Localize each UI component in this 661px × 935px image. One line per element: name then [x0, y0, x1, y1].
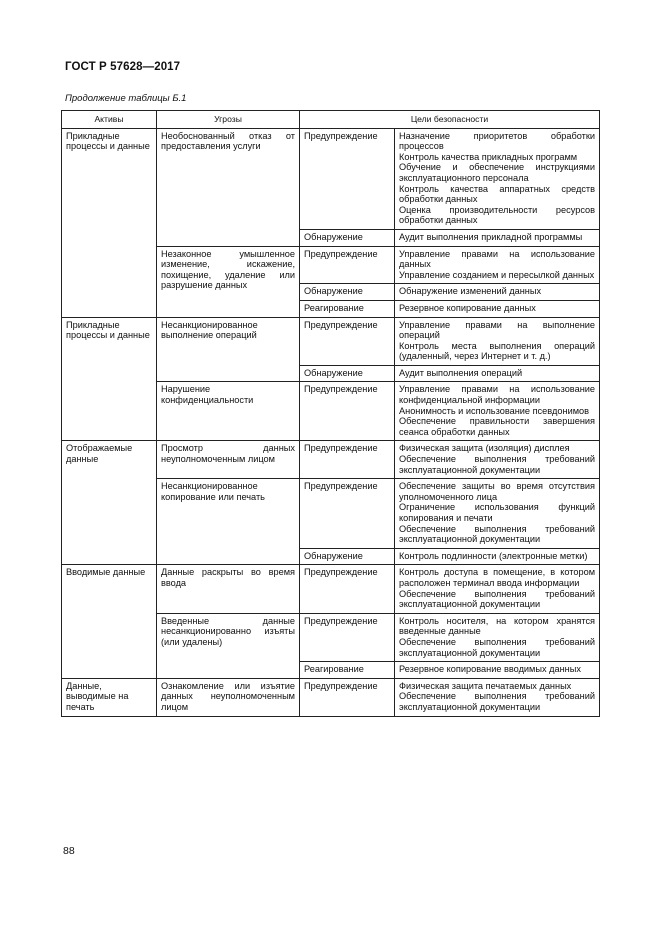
table-row — [62, 317, 600, 365]
security-goals-cell — [395, 365, 600, 382]
security-goal-item: Ограничение использования функций копирования и печати — [399, 502, 596, 523]
threat-cell: Незаконное умышленное изменение, искажение, похищение, удаление или разрушение данных — [157, 246, 300, 317]
security-goal-item: Обеспечение выполнения требований эксплуатационной документации — [399, 636, 596, 658]
measure-type-cell: Предупреждение — [300, 441, 395, 479]
security-goal-item: Аудит выполнения операций — [399, 367, 523, 378]
security-goals-cell — [395, 678, 600, 716]
security-goal-item: Управление созданием и пересылкой данных — [399, 269, 595, 280]
measure-type-cell: Обнаружение — [300, 548, 395, 565]
measure-type-cell: Предупреждение — [300, 678, 395, 716]
threat-cell: Необоснованный отказ от предоставления услуги — [157, 128, 300, 246]
measure-type-cell: Предупреждение — [300, 565, 395, 613]
security-goals-cell — [395, 284, 600, 301]
security-goal-item: Управление правами на выполнение операций — [399, 319, 596, 341]
security-goal-item: Физическая защита печатаемых данных — [399, 680, 572, 691]
security-goal-item: Обеспечение правильности завершения сеанса обработки данных — [399, 416, 596, 437]
asset-cell: Прикладные процессы и данные — [62, 317, 157, 441]
threat-cell: Несанкционированное копирование или печать — [157, 479, 300, 565]
security-goals-cell — [395, 613, 600, 661]
table-caption: Продолжение таблицы Б.1 — [65, 93, 187, 104]
security-goal-item: Контроль качества аппаратных средств обработки данных — [399, 183, 596, 205]
table-row — [62, 565, 600, 613]
asset-cell: Прикладные процессы и данные — [62, 128, 157, 317]
security-goals-cell — [395, 548, 600, 565]
security-goal-item: Обеспечение выполнения требований эксплуатационной документации — [399, 691, 596, 712]
threat-cell: Нарушение конфиденциальности — [157, 382, 300, 441]
security-goal-item: Аудит выполнения прикладной программы — [399, 231, 583, 242]
security-goals-cell — [395, 317, 600, 365]
measure-type-cell: Реагирование — [300, 300, 395, 317]
threat-cell: Просмотр данных неуполномоченным лицом — [157, 441, 300, 479]
asset-cell: Вводимые данные — [62, 565, 157, 678]
asset-cell: Данные, выводимые на печать — [62, 678, 157, 716]
security-goal-item: Физическая защита (изоляция) дисплея — [399, 443, 570, 454]
column-header-goals: Цели безопасности — [300, 111, 600, 129]
security-goal-item: Обеспечение выполнения требований эксплуатационной документации — [399, 523, 596, 545]
security-goal-item: Контроль качества прикладных программ — [399, 151, 578, 162]
security-goals-cell — [395, 246, 600, 284]
measure-type-cell: Обнаружение — [300, 284, 395, 301]
security-goals-cell — [395, 300, 600, 317]
table-header-row — [62, 111, 600, 129]
measure-type-cell: Обнаружение — [300, 229, 395, 246]
measure-type-cell: Предупреждение — [300, 128, 395, 229]
security-goal-item: Анонимность и использование псевдонимов — [399, 405, 590, 416]
measure-type-cell: Предупреждение — [300, 382, 395, 441]
threat-cell: Несанкционированное выполнение операций — [157, 317, 300, 382]
measure-type-cell: Предупреждение — [300, 613, 395, 661]
table-row — [62, 441, 600, 479]
security-goal-item: Обучение и обеспечение инструкциями эксплуатационного персонала — [399, 162, 596, 183]
asset-cell: Отображаемые данные — [62, 441, 157, 565]
measure-type-cell: Обнаружение — [300, 365, 395, 382]
security-goal-item: Управление правами на использование конфиденциальной информации — [399, 384, 596, 406]
measure-type-cell: Предупреждение — [300, 479, 395, 549]
table-row — [62, 128, 600, 229]
security-goals-cell — [395, 128, 600, 229]
security-goal-item: Оценка производительности ресурсов обработки данных — [399, 204, 596, 226]
security-goal-item: Контроль доступа в помещение, в котором расположен терминал ввода информации — [399, 567, 596, 588]
security-goals-table — [61, 110, 600, 717]
security-goals-cell — [395, 565, 600, 613]
threat-cell: Данные раскрыты во время ввода — [157, 565, 300, 613]
measure-type-cell: Реагирование — [300, 662, 395, 679]
security-goal-item: Обеспечение выполнения требований эксплуатационной документации — [399, 588, 596, 610]
security-goal-item: Обнаружение изменений данных — [399, 286, 542, 297]
table-body — [62, 128, 600, 716]
document-header: ГОСТ Р 57628—2017 — [65, 61, 181, 73]
column-header-assets: Активы — [62, 111, 157, 129]
security-goals-cell — [395, 229, 600, 246]
security-goals-cell — [395, 662, 600, 679]
table-row — [62, 678, 600, 716]
security-goal-item: Назначение приоритетов обработки процессов — [399, 130, 596, 152]
security-goals-cell — [395, 441, 600, 479]
security-goal-item: Контроль носителя, на котором хранятся введенные данные — [399, 615, 596, 637]
security-goals-cell — [395, 382, 600, 441]
threat-cell: Ознакомление или изъятие данных неуполномоченным лицом — [157, 678, 300, 716]
measure-type-cell: Предупреждение — [300, 246, 395, 284]
threat-cell: Введенные данные несанкционированно изъяты (или удалены) — [157, 613, 300, 678]
security-goal-item: Контроль подлинности (электронные метки) — [399, 550, 588, 561]
column-header-threats: Угрозы — [157, 111, 300, 129]
measure-type-cell: Предупреждение — [300, 317, 395, 365]
security-goal-item: Обеспечение защиты во время отсутствия уполномоченного лица — [399, 481, 596, 502]
security-goals-cell — [395, 479, 600, 549]
security-goal-item: Резервное копирование вводимых данных — [399, 664, 581, 675]
security-goal-item: Контроль места выполнения операций (удаленный, через Интернет и т. д.) — [399, 340, 596, 362]
page-number: 88 — [63, 845, 75, 857]
security-goal-item: Резервное копирование данных — [399, 302, 536, 313]
security-goal-item: Управление правами на использование данных — [399, 248, 596, 270]
security-goal-item: Обеспечение выполнения требований эксплуатационной документации — [399, 454, 596, 475]
